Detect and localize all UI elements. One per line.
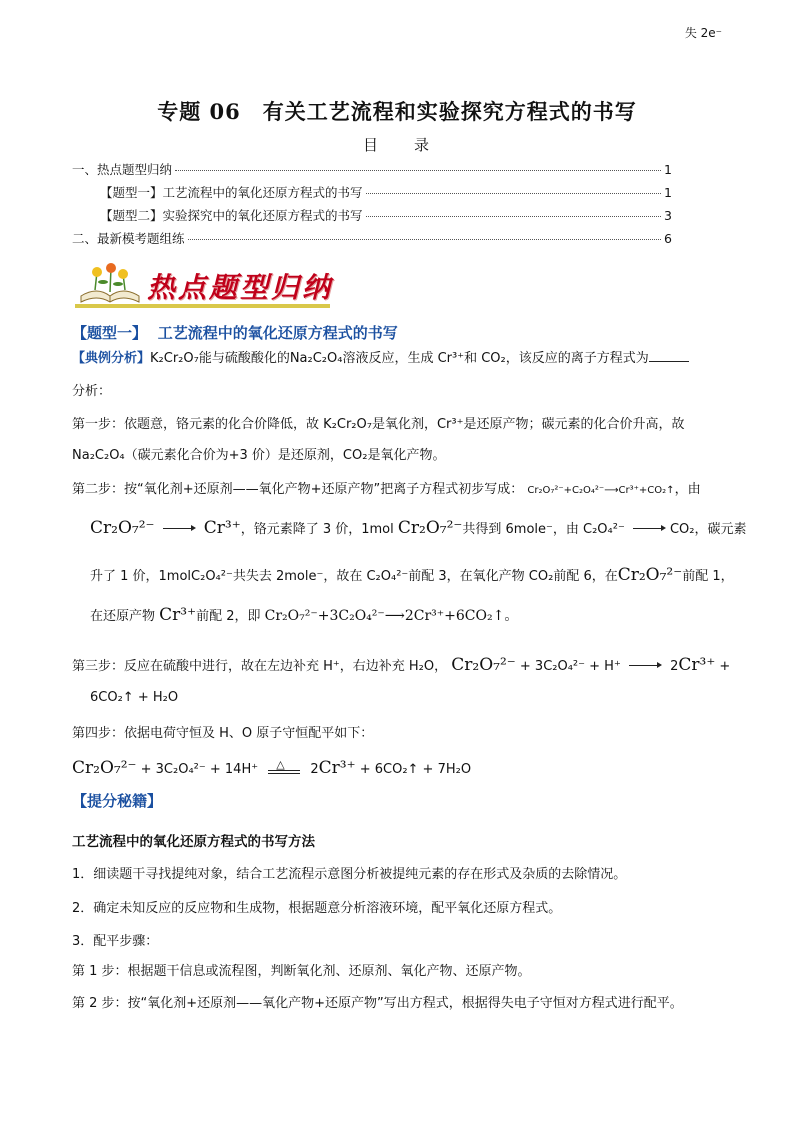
section-tag: 【题型一】 bbox=[72, 324, 148, 342]
step2-line1 bbox=[72, 478, 701, 497]
method-item-1: 1．细读题干寻找提纯对象，结合工艺流程示意图分析被提纯元素的存在形式及杂质的去除情况。 bbox=[72, 867, 627, 882]
toc-item-1[interactable] bbox=[72, 160, 672, 178]
step2-line4 bbox=[90, 605, 518, 625]
step2-text-3: 升了 1 价，1molC₂O₄²⁻共失去 2mole⁻，故在 C₂O₄²⁻前配 3，在氧化产物 CO₂前配 6，在 bbox=[90, 569, 618, 584]
example-text: K₂Cr₂O₇能与硫酸酸化的Na₂C₂O₄溶液反应，生成 Cr³⁺和 CO₂，该反应的离子方程式为 bbox=[150, 351, 649, 366]
species-cr2o7: Cr₂O₇²⁻ bbox=[397, 518, 463, 538]
step2-line3 bbox=[90, 565, 734, 585]
reaction-arrow bbox=[633, 528, 663, 529]
eq-right: + 6CO₂↑ + 7H₂O bbox=[359, 762, 472, 777]
arrow-head bbox=[657, 662, 662, 668]
heat-condition bbox=[268, 758, 300, 774]
method-heading: 工艺流程中的氧化还原方程式的书写方法 bbox=[72, 834, 315, 850]
species-cr3: Cr³⁺ bbox=[678, 655, 716, 675]
banner-title: 热点题型归纳 bbox=[147, 271, 334, 304]
toc-item-3[interactable] bbox=[100, 206, 672, 224]
header-note: 失 2e⁻ bbox=[684, 26, 722, 40]
method-item-3: 3．配平步骤： bbox=[72, 934, 159, 949]
step2-text-4b: 前配 2，即 bbox=[196, 609, 261, 624]
toc-page: 1 bbox=[664, 162, 672, 177]
step1-line1: 第一步：依题意，铬元素的化合价降低，故 K₂Cr₂O₇是氧化剂，Cr³⁺是还原产物；碳元素的化合价升高，故 bbox=[72, 417, 685, 432]
step4-line1: 第四步：依据电荷守恒及 H、O 原子守恒配平如下： bbox=[72, 726, 374, 741]
book-flowers-icon bbox=[75, 262, 145, 306]
step2-text-3-end: 前配 1， bbox=[682, 569, 734, 584]
heat-symbol: △ bbox=[276, 758, 285, 771]
toc-leader bbox=[175, 170, 661, 171]
step1-line2: Na₂C₂O₄（碳元素化合价为+3 价）是还原剂，CO₂是氧化产物。 bbox=[72, 448, 446, 463]
species-cr2o7: Cr₂O₇²⁻ bbox=[451, 655, 516, 675]
toc-page: 6 bbox=[664, 231, 672, 246]
species-cr3: Cr³⁺ bbox=[203, 518, 241, 538]
section-title: 工艺流程中的氧化还原方程式的书写 bbox=[157, 324, 398, 342]
step2-text-b: 共得到 6mole⁻，由 C₂O₄²⁻ bbox=[462, 522, 625, 537]
analysis-label: 分析： bbox=[72, 384, 112, 399]
step3-line1: 第三步：反应在硫酸中进行，故在左边补充 H⁺，右边补充 H₂O， Cr₂O₇²⁻ + 3C₂O₄²⁻ + H⁺ 2Cr³⁺ + bbox=[72, 655, 731, 675]
method-item-2: 2．确定未知反应的反应物和生成物，根据题意分析溶液环境，配平氧化还原方程式。 bbox=[72, 901, 562, 916]
species-cr2o7: Cr₂O₇²⁻ bbox=[72, 758, 137, 778]
species-cr2o7: Cr₂O₇²⁻ bbox=[617, 565, 683, 585]
species-cr3: Cr³⁺ bbox=[318, 758, 356, 778]
eq-left: + 3C₂O₄²⁻ + 14H⁺ bbox=[140, 762, 259, 777]
example-tag: 【典例分析】 bbox=[72, 351, 151, 366]
arrow-head bbox=[661, 525, 666, 531]
tips-heading: 【提分秘籍】 bbox=[72, 792, 163, 810]
species-cr3: Cr³⁺ bbox=[159, 605, 197, 625]
arrow-head bbox=[191, 525, 196, 531]
coefficient: 2 bbox=[310, 762, 319, 777]
toc-leader bbox=[188, 239, 662, 240]
step2-line2 bbox=[90, 518, 747, 538]
step2-text: 第二步：按“氧化剂+还原剂——氧化产物+还原产物”把离子方程式初步写成： bbox=[72, 482, 524, 497]
species-cr2o7: Cr₂O₇²⁻ bbox=[90, 518, 155, 538]
equation-balanced-redox: Cr₂O₇²⁻+3C₂O₄²⁻⟶2Cr³⁺+6CO₂↑。 bbox=[264, 608, 519, 624]
step3-line2: 6CO₂↑ + H₂O bbox=[90, 690, 179, 705]
toc-page: 3 bbox=[664, 208, 672, 223]
step3-eq: + 3C₂O₄²⁻ + H⁺ bbox=[519, 659, 621, 674]
coefficient: 2 bbox=[670, 659, 679, 674]
toc-heading: 目 录 bbox=[362, 136, 431, 154]
toc-label: 一、热点题型归纳 bbox=[72, 162, 173, 177]
page-title: 专题 06 有关工艺流程和实验探究方程式的书写 bbox=[157, 99, 637, 124]
answer-blank[interactable] bbox=[649, 349, 689, 362]
section-banner bbox=[75, 262, 334, 312]
step2-text-a: ，铬元素降了 3 价，1mol bbox=[240, 522, 394, 537]
example-line bbox=[72, 347, 689, 366]
final-equation bbox=[72, 758, 471, 778]
banner-rule bbox=[75, 304, 330, 308]
toc-label: 二、最新模考题组练 bbox=[72, 231, 185, 246]
toc-label: 【题型一】工艺流程中的氧化还原方程式的书写 bbox=[100, 185, 363, 200]
toc-item-4[interactable] bbox=[72, 229, 672, 247]
toc-label: 【题型二】实验探究中的氧化还原方程式的书写 bbox=[100, 208, 363, 223]
step2-text-c: CO₂，碳元素 bbox=[669, 522, 747, 537]
toc-leader bbox=[366, 216, 662, 217]
equation-draft: Cr₂O₇²⁻+C₂O₄²⁻⟶Cr³⁺+CO₂↑ bbox=[527, 485, 675, 496]
method-item-5: 第 2 步：按“氧化剂+还原剂——氧化产物+还原产物”写出方程式，根据得失电子守恒对方程式进行配平。 bbox=[72, 996, 683, 1011]
section-heading bbox=[72, 322, 398, 343]
step2-end: ，由 bbox=[674, 482, 701, 497]
step3-text: 第三步：反应在硫酸中进行，故在左边补充 H⁺，右边补充 H₂O， bbox=[72, 659, 448, 674]
reaction-arrow bbox=[629, 665, 659, 666]
method-item-4: 第 1 步：根据题干信息或流程图，判断氧化剂、还原剂、氧化产物、还原产物。 bbox=[72, 964, 531, 979]
step2-text-4a: 在还原产物 bbox=[90, 609, 156, 624]
toc-page: 1 bbox=[664, 185, 672, 200]
toc-leader bbox=[366, 193, 662, 194]
reaction-arrow bbox=[163, 528, 193, 529]
toc-item-2[interactable] bbox=[100, 183, 672, 201]
